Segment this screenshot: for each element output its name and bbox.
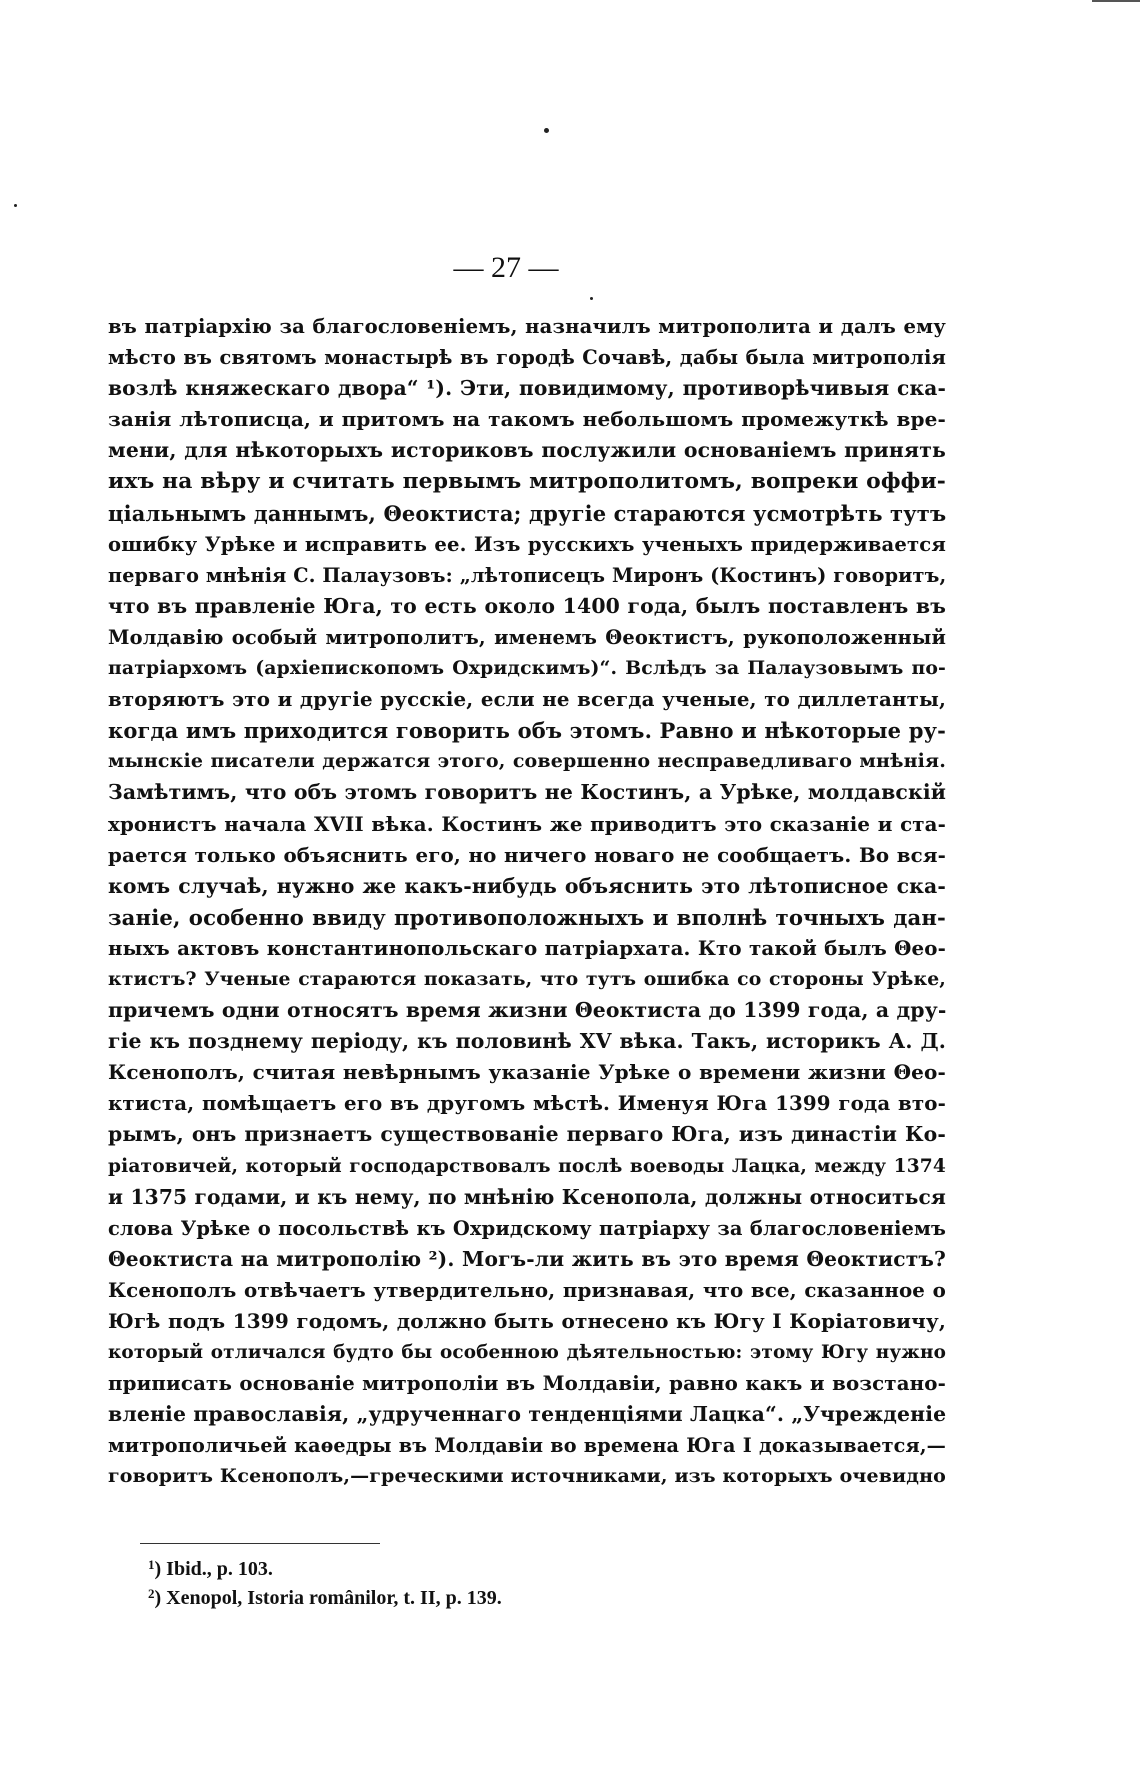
text-line: ктистъ? Ученые стараются показать, что тутъ ошибка со стороны Урѣке,	[108, 967, 946, 990]
text-line: когда имъ приходится говорить объ этомъ. Равно и нѣкоторые ру-	[108, 718, 946, 744]
footnote-text: ) Xenopol, Istoria românilor, t. II, p. 139.	[154, 1587, 502, 1609]
text-line: перваго мнѣнія С. Палаузовъ: „лѣтописецъ Миронъ (Костинъ) говоритъ,	[108, 563, 946, 587]
text-line: мени, для нѣкоторыхъ историковъ послужили основаніемъ принять	[108, 438, 946, 463]
footnote-rule	[140, 1543, 380, 1544]
text-line: мынскіе писатели держатся этого, совершенно несправедливаго мнѣнія.	[108, 750, 946, 773]
footnote	[148, 1550, 848, 1579]
text-line: патріархомъ (архіепископомъ Охридскимъ)“. Вслѣдъ за Палаузовымъ по-	[108, 657, 946, 680]
footnote-marker: 1	[148, 1557, 155, 1572]
text-line: возлѣ княжескаго двора“ ¹). Эти, повидимому, противорѣчивыя ска-	[108, 376, 946, 401]
text-line: гіе къ позднему періоду, къ половинѣ XV вѣка. Такъ, историкъ А. Д.	[108, 1029, 946, 1054]
text-line: занія лѣтописца, и притомъ на такомъ небольшомъ промежуткѣ вре-	[108, 407, 946, 432]
text-line: Ксенополъ, считая невѣрнымъ указаніе Урѣке о времени жизни Θео-	[108, 1060, 946, 1085]
text-line: ріатовичей, который господарствовалъ послѣ воеводы Лацка, между 1374	[108, 1155, 946, 1177]
text-line: приписать основаніе митрополіи въ Молдавіи, равно какъ и возстано-	[108, 1371, 946, 1396]
footnote	[148, 1579, 848, 1608]
text-line: рымъ, онъ признаетъ существованіе перваго Юга, изъ династіи Ко-	[108, 1122, 946, 1147]
footnote-marker: 2	[148, 1586, 155, 1601]
text-line: что въ правленіе Юга, то есть около 1400 года, былъ поставленъ въ	[108, 593, 946, 618]
text-line: въ патріархію за благословеніемъ, назначилъ митрополита и далъ ему	[108, 315, 946, 338]
top-edge-line	[1092, 0, 1140, 2]
text-line: Ксенополъ отвѣчаетъ утвердительно, признавая, что все, сказанное о	[108, 1277, 946, 1302]
page-number: — 27 —	[453, 251, 559, 284]
speck-right	[590, 297, 593, 300]
text-line: Θеоктиста на митрополію ²). Могъ-ли жить въ это время Θеоктистъ?	[108, 1246, 946, 1271]
text-line: который отличался будто бы особенною дѣятельностью: этому Югу нужно	[108, 1342, 946, 1364]
speck-left	[14, 204, 17, 207]
text-line: вленіе православія, „удрученнаго тенденціями Лацка“. „Учрежденіе	[108, 1402, 946, 1427]
text-line: причемъ одни относятъ время жизни Θеоктиста до 1399 года, а дру-	[108, 998, 946, 1023]
text-line: Замѣтимъ, что объ этомъ говоритъ не Костинъ, а Урѣке, молдавскій	[108, 780, 946, 805]
text-line: вторяютъ это и другіе русскіе, если не всегда ученые, то диллетанты,	[108, 687, 946, 712]
text-line: ціальнымъ даннымъ, Θеоктиста; другіе стараются усмотрѣть тутъ	[108, 500, 946, 526]
text-line: заніе, особенно ввиду противоположныхъ и вполнѣ точныхъ дан-	[108, 904, 946, 930]
text-line: Югѣ подъ 1399 годомъ, должно быть отнесено къ Югу I Коріатовичу,	[108, 1309, 946, 1333]
footnote-text: ) Ibid., p. 103.	[154, 1558, 273, 1580]
text-line: рается только объяснить его, но ничего новаго не сообщаетъ. Во вся-	[108, 842, 946, 867]
footnotes	[148, 1550, 848, 1608]
text-line: ктиста, помѣщаетъ его въ другомъ мѣстѣ. Именуя Юга 1399 года вто-	[108, 1091, 946, 1116]
text-line: говоритъ Ксенополъ,—греческими источниками, изъ которыхъ очевидно	[108, 1465, 946, 1488]
text-line: ихъ на вѣру и считать первымъ митрополитомъ, вопреки оффи-	[108, 469, 946, 495]
text-line: Молдавію особый митрополитъ, именемъ Θеоктистъ, рукоположенный	[108, 625, 946, 649]
text-line: мѣсто въ святомъ монастырѣ въ городѣ Сочавѣ, дабы была митрополія	[108, 346, 946, 370]
text-line: комъ случаѣ, нужно же какъ-нибудь объяснить это лѣтописное ска-	[108, 873, 946, 898]
text-line: хронистъ начала XVII вѣка. Костинъ же приводитъ это сказаніе и ста-	[108, 811, 946, 836]
text-line: слова Урѣке о посольствѣ къ Охридскому патріарху за благословеніемъ	[108, 1216, 946, 1240]
text-line: ошибку Урѣке и исправить ее. Изъ русскихъ ученыхъ придерживается	[108, 532, 946, 556]
body-text	[108, 311, 946, 1493]
speck-top-center	[544, 128, 549, 133]
text-line: ныхъ актовъ константинопольскаго патріархата. Кто такой былъ Θео-	[108, 935, 946, 960]
text-line: и 1375 годами, и къ нему, по мнѣнію Ксенопола, должны относиться	[108, 1184, 946, 1209]
text-line: митрополичьей каѳедры въ Молдавіи во времена Юга I доказывается,—	[108, 1434, 946, 1458]
